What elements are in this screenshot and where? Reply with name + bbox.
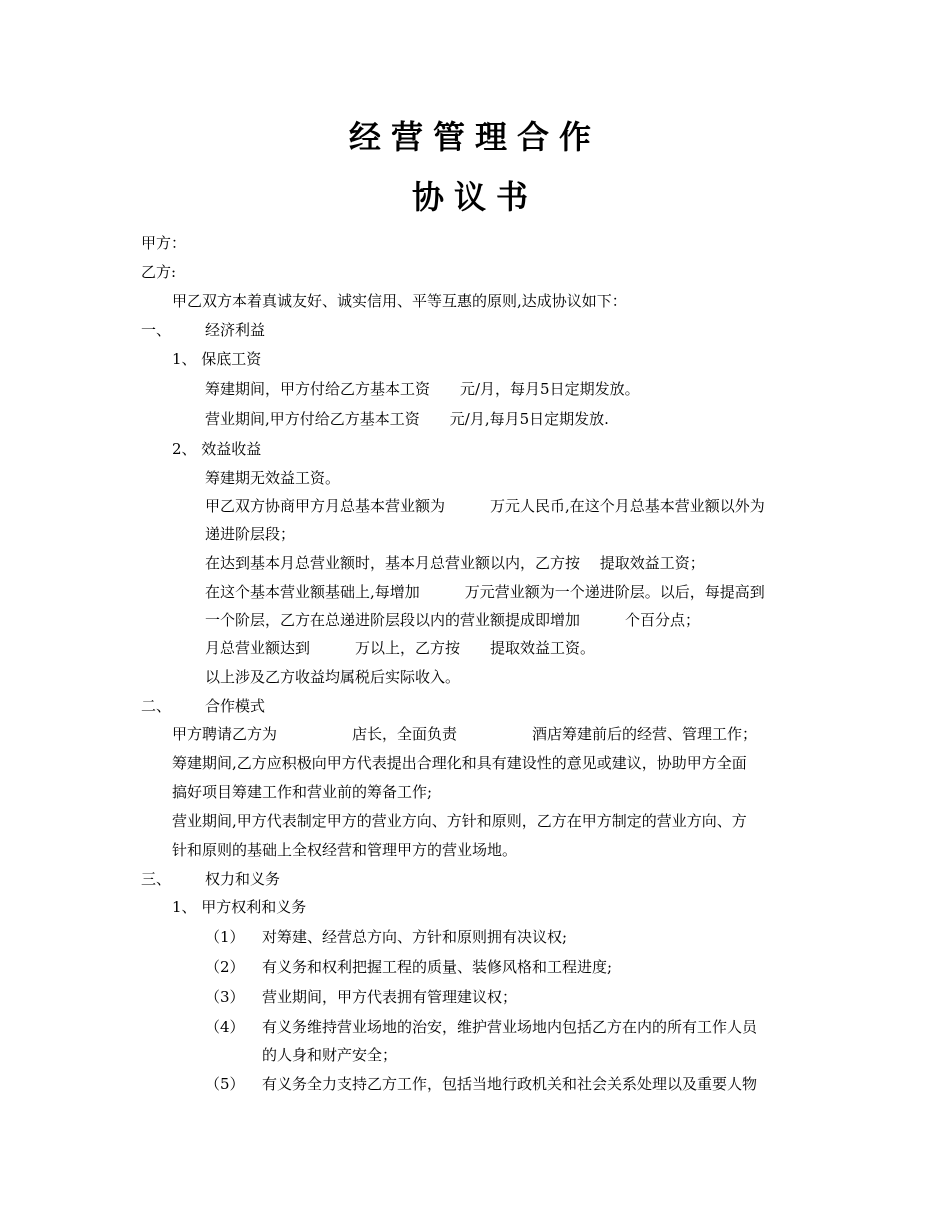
- section-2-line: 针和原则的基础上全权经营和管理甲方的营业场地。: [172, 841, 518, 859]
- section-1-item-1-line: 营业期间,甲方付给乙方基本工资 元/月,每月5日定期发放.: [205, 410, 609, 428]
- section-1-item-2-line: 一个阶层，乙方在总递进阶层段以内的营业额提成即增加 个百分点；: [205, 611, 701, 629]
- section-2-line: 筹建期间,乙方应积极向甲方代表提出合理化和具有建设性的意见或建议，协助甲方全面: [172, 754, 747, 772]
- section-1-item-2-line: 以上涉及乙方收益均属税后实际收入。: [205, 668, 461, 686]
- section-2-heading: 合作模式: [205, 697, 266, 715]
- section-1-item-2-line: 筹建期无效益工资。: [205, 469, 341, 487]
- section-1-heading: 经济利益: [205, 321, 266, 339]
- clause-text: 有义务维持营业场地的治安，维护营业场地内包括乙方在内的所有工作人员: [262, 1018, 758, 1036]
- document-title-line-1: 经营管理合作: [348, 118, 601, 156]
- section-2-line: 甲方聘请乙方为 店长，全面负责 酒店筹建前后的经营、管理工作；: [172, 725, 758, 743]
- section-1-item-2-line: 在达到基本月总营业额时，基本月总营业额以内，乙方按 提取效益工资；: [205, 554, 705, 572]
- section-3-number: 三、: [141, 870, 172, 888]
- party-b-label: 乙方:: [141, 263, 177, 281]
- section-2-number: 二、: [141, 697, 172, 715]
- section-1-item-1-line: 筹建期间，甲方付给乙方基本工资 元/月，每月5日定期发放。: [205, 380, 640, 398]
- section-1-item-2-line: 递进阶层段；: [205, 525, 296, 543]
- clause-number: （5）: [205, 1075, 245, 1093]
- clause-text: 营业期间，甲方代表拥有管理建议权；: [262, 988, 518, 1006]
- section-1-item-2-line: 月总营业额达到 万以上，乙方按 提取效益工资。: [205, 639, 596, 657]
- document-title-line-2: 协议书: [411, 178, 538, 216]
- clause-number: （2）: [205, 958, 245, 976]
- clause-text: 的人身和财产安全；: [262, 1046, 398, 1064]
- section-1-item-1-heading: 1、 保底工资: [172, 350, 262, 368]
- clause-number: （1）: [205, 928, 245, 946]
- clause-number: （4）: [205, 1018, 245, 1036]
- clause-number: （3）: [205, 988, 245, 1006]
- section-2-line: 搞好项目筹建工作和营业前的筹备工作;: [172, 783, 433, 801]
- section-2-line: 营业期间,甲方代表制定甲方的营业方向、方针和原则，乙方在甲方制定的营业方向、方: [172, 812, 747, 830]
- party-a-label: 甲方：: [141, 234, 187, 252]
- section-1-item-2-line: 甲乙双方协商甲方月总基本营业额为 万元人民币,在这个月总基本营业额以外为: [205, 497, 765, 515]
- clause-text: 有义务和权利把握工程的质量、装修风格和工程进度;: [262, 958, 613, 976]
- section-3-item-1-heading: 1、 甲方权利和义务: [172, 898, 307, 916]
- section-1-number: 一、: [141, 321, 172, 339]
- section-1-item-2-line: 在这个基本营业额基础上,每增加 万元营业额为一个递进阶层。以后，每提高到: [205, 583, 765, 601]
- intro-paragraph: 甲乙双方本着真诚友好、诚实信用、平等互惠的原则,达成协议如下：: [172, 292, 627, 310]
- section-3-heading: 权力和义务: [205, 870, 281, 888]
- clause-text: 对筹建、经营总方向、方针和原则拥有决议权;: [262, 928, 568, 946]
- section-1-item-2-heading: 2、 效益收益: [172, 440, 262, 458]
- clause-text: 有义务全力支持乙方工作，包括当地行政机关和社会关系处理以及重要人物: [262, 1075, 758, 1093]
